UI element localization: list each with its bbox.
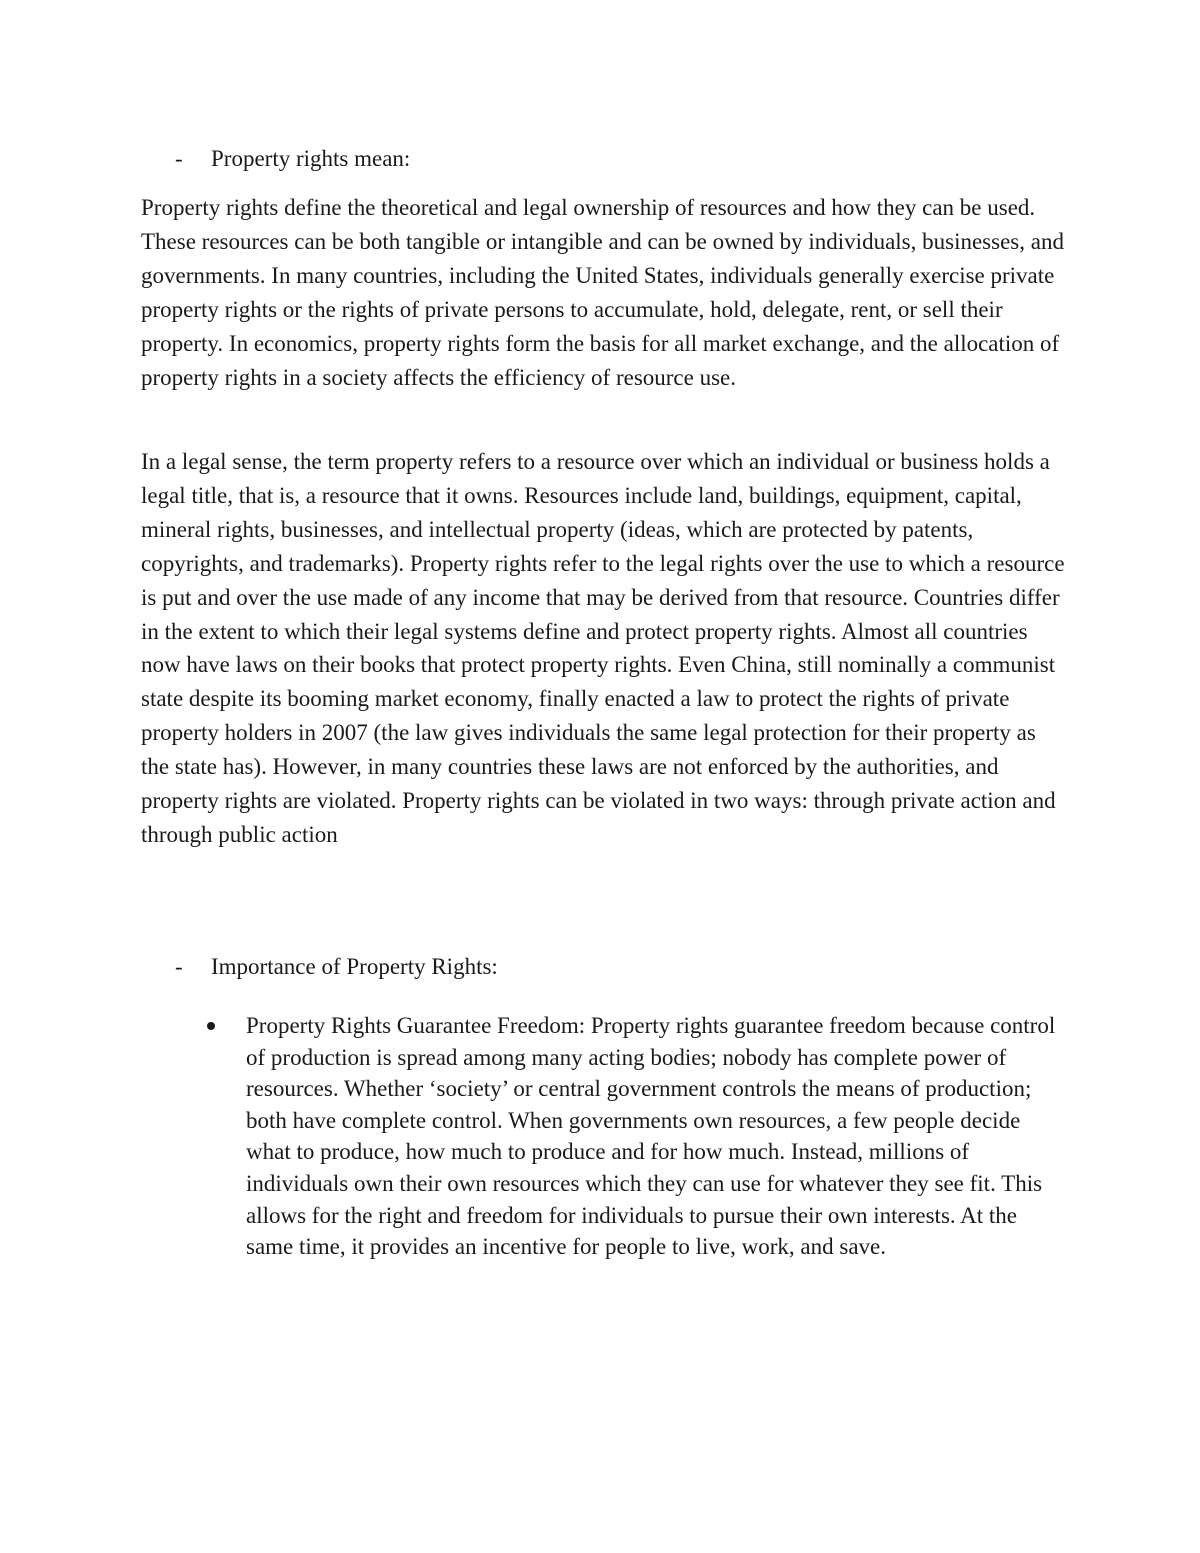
bullet-dot-icon — [207, 1022, 215, 1030]
paragraph-legal-sense: In a legal sense, the term property refers to a resource over which an individual or business holds a legal title, that is, a resource that it owns. Resources include land, buildings, equipment, capital, mineral rights, businesses, and intellectual property (ideas, which are protected by patents, copyrights, and trademarks). Property rights refer to the legal rights over the use to which a resource is put and over the use made of any income that may be derived from that resource. Countries differ in the extent to which their legal systems define and protect property rights. Almost all countries now have laws on their books that protect property rights. Even China, still nominally a communist state despite its booming market economy, finally enacted a law to protect the rights of private property holders in 2007 (the law gives individuals the same legal protection for their property as the state has). However, in many countries these laws are not enforced by the authorities, and property rights are violated. Property rights can be violated in two ways: through private action and through public action — [141, 449, 1065, 847]
paragraph-definition: Property rights define the theoretical and legal ownership of resources and how they can be used. These resources can be both tangible or intangible and can be owned by individuals, businesses, and governments. In many countries, including the United States, individuals generally exercise private property rights or the rights of private persons to accumulate, hold, delegate, rent, or sell their property. In economics, property rights form the basis for all market exchange, and the allocation of property rights in a society affects the efficiency of resource use. — [141, 195, 1064, 390]
dash-marker: - — [175, 146, 183, 171]
section-heading-text: Property rights mean: — [211, 146, 411, 171]
section-heading-importance — [175, 950, 498, 983]
bullet-text: Property Rights Guarantee Freedom: Property rights guarantee freedom because control of production is spread among many acting bodies; nobody has complete power of resources. Whether ‘society’ or central government controls the means of production; both have complete control. When governments own resources, a few people decide what to produce, how much to produce and for how much. Instead, millions of individuals own their own resources which they can use for whatever they see fit. This allows for the right and freedom for individuals to pursue their own interests. At the same time, it provides an incentive for people to live, work, and save. — [246, 1013, 1056, 1260]
bullet-item-guarantee-freedom — [207, 1010, 1067, 1263]
section-heading-text: Importance of Property Rights: — [211, 954, 498, 979]
dash-marker: - — [175, 954, 183, 979]
section-heading-property-rights-mean — [175, 142, 410, 175]
